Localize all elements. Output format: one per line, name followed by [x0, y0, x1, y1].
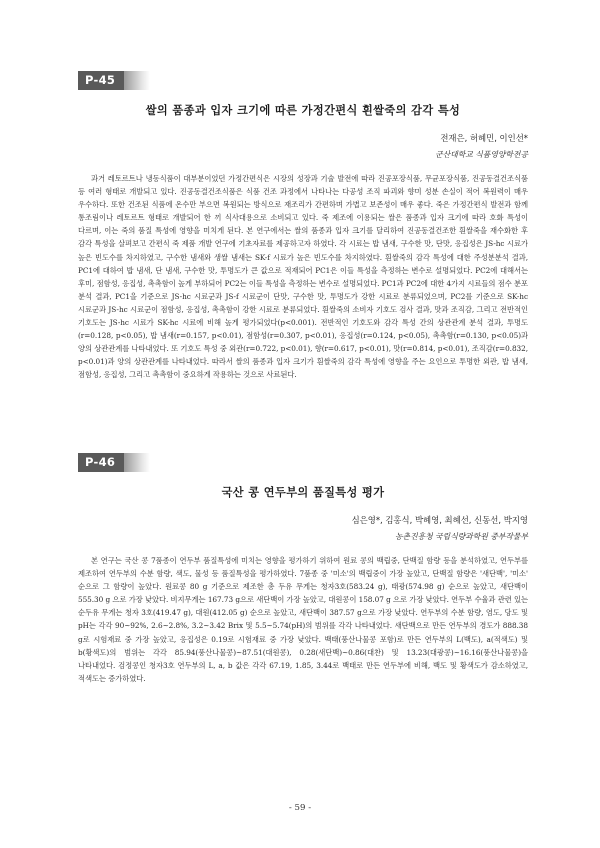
tag-gradient-decoration [124, 71, 150, 90]
abstract-title: 국산 콩 연두부의 품질특성 평가 [221, 486, 385, 499]
abstract-authors: 전재은, 허혜민, 이인선* [440, 133, 528, 143]
abstract-body: 과거 레토르트나 냉동식품이 대부분이었던 가정간편식은 시장의 성장과 기술 발전에 따라 진공포장식품, 무균포장식품, 진공동결건조식품 등 여러 형태로 개발되고 있다. 진공동결건조식품은 식품 건조 과정에서 나타나는 다공성 조직 파괴와 향미 성분 손실이 적어 복원력이 매우 우수하다. 또한 건조된 식품에 온수만 부으면 복원되는 방식으로 재조리가 간편하며 가볍고 보존성이 매우 좋다. 죽은 가정간편식 발전과 함께 통조림이나 레토르트 형태로 개발되어 한 끼 식사대용으로 소비되고 있다. 죽 제조에 이용되는 쌀은 품종과 입자 크기에 따라 호화 특성이 다르며, 이는 죽의 품질 특성에 영향을 미치게 된다. 본 연구에서는 쌀의 품종과 입자 크기를 달리하여 진공동결건조한 흰쌀죽을 재수화한 후 감각 특성을 살펴보고 간편식 죽 제품 개발 연구에 기초자료를 제공하고자 하였다. 각 시료는 밥 냄새, 구수한 맛, 단맛, 응집성은 JS-hc 시료가 높은 빈도수를 차지하였고, 구수한 냄새와 생쌀 냄새는 SK-f 시료가 높은 빈도수를 차지하였다. 흰쌀죽의 감각 특성에 대한 주성분분석 결과, PC1에 대하여 밥 냄새, 단 냄새, 구수한 맛, 투명도가 큰 값으로 적재되어 PC1은 이들 특성을 측정하는 변수로 설명되었다. PC2에 대해서는 후미, 점함성, 응집성, 촉촉함이 높게 부하되어 PC2는 이들 특성을 측정하는 변수로 설명되었다. PC1과 PC2에 대한 4가지 시료들의 점수 분포 분석 결과, PC1을 기준으로 JS-hc 시료군과 JS-f 시료군이 단맛, 구수한 맛, 투명도가 강한 시료로 분류되었으며, PC2를 기준으로 SK-hc 시료군과 JS-hc 시료군이 점함성, 응집성, 촉촉함이 강한 시료로 분류되었다. 흰쌀죽의 소비자 기호도 검사 결과, 맛과 조직감, 그리고 전반적인 기호도는 JS-hc 시료가 SK-hc 시료에 비해 높게 평가되었다(p<0.001). 전반적인 기호도와 감각 특성 간의 상관관계 분석 결과, 투명도(r=0.128, p<0.05), 밥 냄새(r=0.157, p<0.01), 점함성(r=0.307, p<0.01), 응집성(r=0.124, p<0.05), 촉촉함(r=0.130, p<0.05)과 양의 상관관계를 나타내었다. 또 기호도 특성 중 외관(r=0.722, p<0.01), 향(r=0.617, p<0.01), 맛(r=0.814, p<0.01), 조직감(r=0.832, p<0.01)과 양의 상관관계를 나타내었다. 따라서 쌀의 품종과 입자 크기가 흰쌀죽의 감각 특성에 영향을 주는 요인으로 투명한 외관, 밥 냄새, 점함성, 응집성, 그리고 촉촉함이 중요하게 작용하는 것으로 사료된다. [78, 174, 528, 380]
abstract-p46 [78, 452, 528, 685]
abstract-tag: P-46 [78, 453, 124, 472]
abstract-tag-row [78, 452, 528, 472]
abstract-title: 쌀의 품종과 입자 크기에 따른 가정간편식 흰쌀죽의 감각 특성 [145, 104, 461, 117]
abstract-affiliation: 농촌진흥청 국립식량과학원 중부작물부 [395, 532, 528, 541]
abstract-tag-row [78, 70, 528, 90]
page-number: - 59 - [288, 803, 312, 813]
abstract-body: 본 연구는 국산 콩 7품종이 연두부 품질특성에 미치는 영향을 평가하기 위하여 원료 콩의 백립중, 단백질 함량 등을 분석하였고, 연두부를 제조하여 연두부의 수분 함량, 색도, 물성 등 품질특성을 평가하였다. 7품종 중 '미소'의 백립중이 가장 높았고, 단백질 함량은 '새단백', '미소' 순으로 그 함량이 높았다. 원료콩 80 g 기준으로 제조한 총 두유 무게는 청자3호(583.24 g), 태광(574.98 g) 순으로 높았고, 새단백이 555.30 g 으로 가장 낮았다. 비지무게는 167.73 g으로 새단백이 가장 높았고, 대원콩이 158.07 g 으로 가장 낮았다. 연두부 수율과 관련 있는 순두유 무게는 청자 3호(419.47 g), 대원(412.05 g) 순으로 높았고, 새단백이 387.57 g으로 가장 낮았다. 연두부의 수분 함량, 염도, 당도 및 pH는 각각 90~92%, 2.6~2.8%, 3.2~3.42 Brix 및 5.5~5.74(pH)의 범위를 각각 나타내었다. 새단백으로 만든 연두부의 경도가 888.38 g로 시험재료 중 가장 높았고, 응집성은 0.19로 시험재료 중 가장 낮았다. 백태(풍산나물콩 포함)로 만든 연두부의 L(백도), a(적색도) 및 b(황색도)의 범위는 각각 85.94(풍산나물콩)~87.51(대원콩), 0.28(새단백)~0.86(대찬) 및 13.23(대광콩)~16.16(풍산나물콩)을 나타내었다. 검정콩인 청자3호 연두부의 L, a, b 값은 각각 67.19, 1.85, 3.44로 백태로 만든 연두부에 비해, 백도 및 황색도가 감소하였고, 적색도는 증가하였다. [78, 556, 528, 683]
abstract-authors: 심은영*, 김홍식, 박혜영, 최혜선, 신동선, 박지영 [351, 515, 528, 525]
abstract-affiliation: 군산대학교 식품영양학전공 [435, 150, 528, 159]
tag-gradient-decoration [124, 453, 150, 472]
abstract-tag: P-45 [78, 71, 124, 90]
abstract-p45 [78, 70, 528, 382]
